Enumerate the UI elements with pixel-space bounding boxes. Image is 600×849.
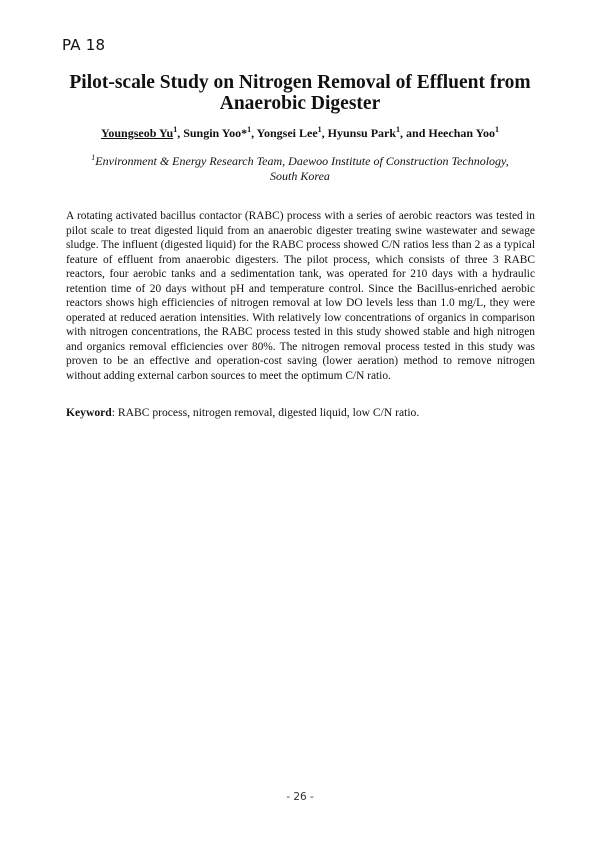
title-line-2: Anaerobic Digester <box>219 93 381 114</box>
author-separator: , <box>251 126 257 140</box>
author-list <box>40 125 560 141</box>
author-affiliation-mark: 1 <box>317 125 322 134</box>
author-name: Heechan Yoo <box>428 126 495 140</box>
author-affiliation-mark: 1 <box>247 125 252 134</box>
affiliation-text: Environment & Energy Research Team, Daewoo Institute of Construction Technology, <box>95 154 509 168</box>
affiliation-country: South Korea <box>270 169 330 183</box>
author-affiliation-mark: 1 <box>494 125 499 134</box>
keyword-label: Keyword <box>66 406 112 419</box>
abstract-body: A rotating activated bacillus contactor (RABC) process with a series of aerobic reactors was tested in pilot scale to treat digested liquid from an anaerobic digester treating swine wastewater and sewage sludge. The influent (digested liquid) for the RABC process showed C/N ratios less than 2 as a typical feature of effluent from anaerobic digesters. The pilot process, which consists of three 3 RABC reactors, four aerobic tanks and a sedimentation tank, was operated for 210 days with a hydraulic retention time of 20 days without pH and temperature control. Since the Bacillus-enriched aerobic reactors shows high efficiencies of nitrogen removal at low DO levels less than 1.0 mg/L, they were operated at reduced aeration intensities. With relatively low concentrations of organics in comparison with nitrogen concentrations, the RABC process tested in this study showed stable and high nitrogen and organics removal efficiencies over 80%. The nitrogen removal process tested in this study was proven to be an effective and operation-cost saving (lower aeration) method to remove nitrogen without adding external carbon sources to meet the optimum C/N ratio. <box>66 210 535 383</box>
page-number: - 26 - <box>286 791 314 803</box>
keyword-text: : RABC process, nitrogen removal, digested liquid, low C/N ratio. <box>111 406 420 419</box>
session-code: PA 18 <box>62 36 106 54</box>
author-separator: , and <box>400 126 429 140</box>
title-line-1: Pilot-scale Study on Nitrogen Removal of Effluent from <box>69 72 531 93</box>
author-name: Sungin Yoo* <box>183 126 248 140</box>
author-separator: , <box>321 126 328 140</box>
affiliation <box>70 154 530 184</box>
author-name: Yongsei Lee <box>256 126 318 140</box>
author-affiliation-mark: 1 <box>173 125 178 134</box>
author-affiliation-mark: 1 <box>396 125 401 134</box>
author-name: Youngseob Yu <box>101 126 174 140</box>
affiliation-mark: 1 <box>91 153 96 162</box>
author-separator: , <box>177 126 184 140</box>
keywords <box>66 405 535 420</box>
paper-title <box>40 72 560 114</box>
author-name: Hyunsu Park <box>327 126 397 140</box>
